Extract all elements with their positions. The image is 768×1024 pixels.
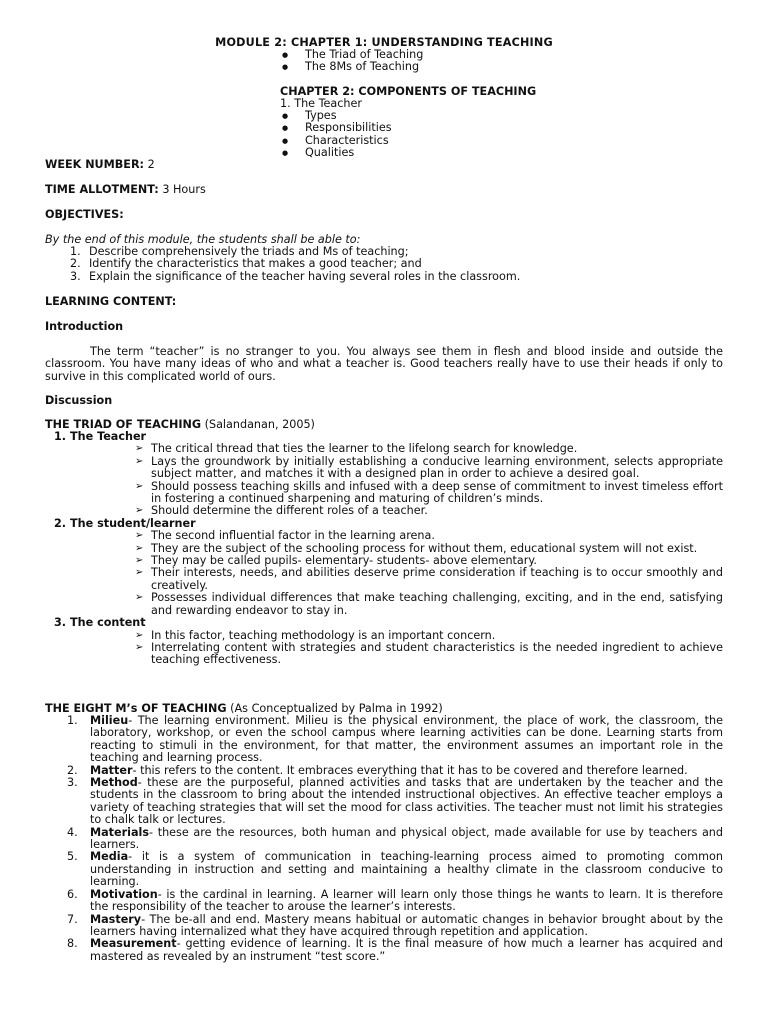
chapter2-bullet-item: ● Qualities (280, 147, 392, 159)
time-label: TIME ALLOTMENT: (45, 183, 159, 196)
time-allotment (45, 184, 206, 196)
module-bullet-item: ● The Triad of Teaching (280, 49, 423, 61)
objective-item: 2. Identify the characteristics that makes a good teacher; and (70, 257, 422, 271)
triad-point: ➢ The critical thread that ties the learner to the lifelong search for knowledge. (135, 443, 723, 455)
objective-item: 3. Explain the significance of the teacher having several roles in the classroom. (70, 269, 521, 283)
chapter2-item: 1. The Teacher (280, 97, 362, 110)
objective-item: 1. Describe comprehensively the triads and Ms of teaching; (70, 245, 409, 258)
module-bullet-item: ● The 8Ms of Teaching (280, 61, 423, 73)
triad-point-list (45, 443, 723, 517)
triad-point-list (45, 530, 723, 617)
eight-ms-item: 1. Milieu- The learning environment. Milieu is the physical environment, the place of work, the classroom, the laboratory, workshop, or even the school campus where learning activities can be done. Learning starts from reacting to stimuli in the environment, for that matter, the environment assumes an important role in the teaching and learning process. (67, 714, 723, 765)
triad-point-list (45, 630, 723, 667)
triad-title: THE TRIAD OF TEACHING (45, 418, 202, 431)
eight-ms-item: 3. Method- these are the purposeful, planned activities and tasks that are undertaken by the teacher and the students in the classroom to bring about the intended instructional objectives. An effective teacher employs a variety of teaching strategies that will set the mood for class activities. The teacher must not limit his strategies to chalk talk or lectures. (67, 776, 723, 827)
chapter2-bullet-item: ● Types (280, 110, 392, 122)
triad-point: ➢ The second influential factor in the learning arena. (135, 530, 723, 542)
module-title: MODULE 2: CHAPTER 1: UNDERSTANDING TEACHING (215, 36, 553, 49)
triad-point: ➢ They may be called pupils- elementary- students- above elementary. (135, 555, 723, 567)
triad-point: ➢ Should determine the different roles of a teacher. (135, 505, 723, 517)
eight-ms-item: 6. Motivation- is the cardinal in learning. A learner will learn only those things he wants to learn. It is therefore the responsibility of the teacher to arouse the learner’s interests. (67, 887, 723, 914)
triad-point: ➢ Should possess teaching skills and infused with a deep sense of commitment to invest timeless effort in fostering a continued sharpening and maturing of children’s minds. (135, 481, 723, 506)
triad-point: ➢ In this factor, teaching methodology is an important concern. (135, 630, 723, 642)
eight-ms-item: 5. Media- it is a system of communication in teaching-learning process aimed to promoting common understanding in instruction and setting and maintaining a healthy climate in the classroom conducive to learning. (67, 850, 723, 889)
time-value: 3 Hours (158, 183, 206, 196)
module-bullet-list (280, 49, 423, 74)
chapter2-bullet-item: ● Responsibilities (280, 122, 392, 134)
chapter2-title: CHAPTER 2: COMPONENTS OF TEACHING (280, 85, 537, 98)
chapter2-bullet-item: ● Characteristics (280, 135, 392, 147)
eight-ms-item: 8. Measurement- getting evidence of learning. It is the final measure of how much a learner has acquired and mastered as revealed by an instrument “test score.” (67, 937, 723, 963)
objectives-heading: OBJECTIVES: (45, 208, 124, 221)
triad-group-heading: 3. The content (54, 616, 146, 630)
triad-source: (Salandanan, 2005) (201, 418, 315, 431)
objectives-list (70, 246, 520, 283)
triad-point: ➢ Their interests, needs, and abilities deserve prime consideration if teaching is to occur smoothly and creatively. (135, 567, 723, 592)
eight-ms-source: (As Conceptualized by Palma in 1992) (226, 702, 443, 715)
eight-ms-item: 4. Materials- these are the resources, both human and physical object, made available for use by teachers and learners. (67, 825, 723, 852)
introduction-text: The term “teacher” is no stranger to you. You always see them in flesh and blood inside and outside the classroom. You have many ideas of who and what a teacher is. Good teachers really have to use their heads if only to survive in this complicated world of ours. (45, 345, 723, 383)
week-value: 2 (144, 158, 155, 171)
introduction-heading: Introduction (45, 320, 124, 333)
triad-point: ➢ Lays the groundwork by initially establishing a conducive learning environment, selects appropriate subject matter, and matches it with a designed plan in order to achieve a desired goal. (135, 456, 723, 481)
eight-ms-item: 2. Matter- this refers to the content. It embraces everything that it has to be covered and therefore learned. (67, 763, 688, 777)
triad-group-heading: 1. The Teacher (54, 430, 147, 443)
eight-ms-list (45, 715, 723, 963)
triad-point: ➢ Possesses individual differences that make teaching challenging, exciting, and in the end, satisfying and rewarding endeavor to stay in. (135, 592, 723, 617)
eight-ms-title: THE EIGHT M’s OF TEACHING (45, 702, 227, 715)
chapter2-bullet-list (280, 110, 392, 160)
triad-section (45, 431, 723, 667)
introduction-paragraph (45, 346, 723, 383)
triad-group-heading: 2. The student/learner (54, 516, 196, 530)
eight-ms-section (45, 715, 723, 963)
learning-content-heading: LEARNING CONTENT: (45, 295, 177, 308)
triad-point: ➢ Interrelating content with strategies and student characteristics is the needed ingredient to achieve teaching effectiveness. (135, 642, 723, 667)
triad-point: ➢ They are the subject of the schooling process for without them, educational system will not exist. (135, 543, 723, 555)
objectives-intro: By the end of this module, the students shall be able to: (45, 233, 361, 246)
eight-ms-item: 7. Mastery- The be-all and end. Mastery means habitual or automatic changes in behavior brought about by the learners having internalized what they have acquired through repetition and application. (67, 912, 723, 938)
week-label: WEEK NUMBER: (45, 158, 145, 171)
week-number (45, 159, 155, 171)
discussion-heading: Discussion (45, 394, 113, 407)
